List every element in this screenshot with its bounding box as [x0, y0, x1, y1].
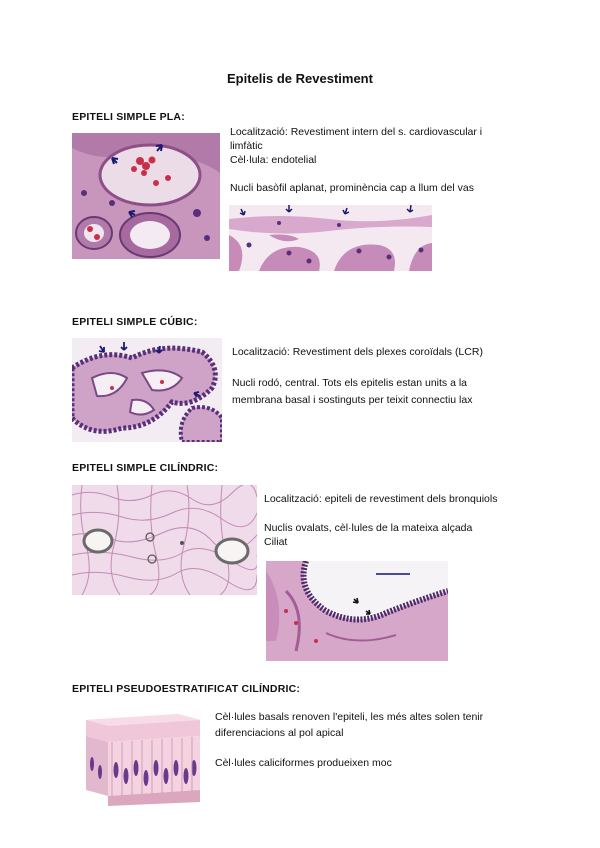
section-text-pseudostratified-columnar: [215, 710, 525, 770]
section-heading-simple-cuboidal: EPITELI SIMPLE CÚBIC:: [72, 316, 198, 328]
text-line: Localització: Revestiment intern del s. cardiovascular i: [230, 126, 483, 138]
section-text-simple-cuboidal: [232, 345, 532, 407]
text-line: Localització: Revestiment dels plexes coroïdals (LCR): [232, 346, 483, 358]
micrograph-simple-squamous-vessels: [72, 133, 220, 259]
micrograph-simple-columnar-lung: [72, 485, 257, 595]
text-line: membrana basal i sostinguts per teixit connectiu lax: [232, 394, 473, 406]
text-line: Cèl·lula: endotelial: [230, 154, 317, 166]
text-line: Localització: epiteli de revestiment dels bronquiols: [264, 493, 498, 505]
section-heading-pseudostratified-columnar: EPITELI PSEUDOESTRATIFICAT CILÍNDRIC:: [72, 683, 301, 695]
text-line: limfàtic: [230, 140, 263, 152]
micrograph-simple-cuboidal-choroid-plexus: [72, 338, 222, 442]
page-title: Epitelis de Revestiment: [227, 71, 373, 86]
text-line: Nucli basòfil aplanat, prominència cap a llum del vas: [230, 182, 474, 194]
text-line: Ciliat: [264, 536, 288, 548]
text-line: Nuclis ovalats, cèl·lules de la mateixa alçada: [264, 522, 473, 534]
section-heading-simple-squamous: EPITELI SIMPLE PLA:: [72, 111, 185, 123]
text-line: Nucli rodó, central. Tots els epitelis estan units a la: [232, 377, 468, 389]
section-text-simple-columnar: [264, 492, 564, 549]
text-line: diferenciacions al pol apical: [215, 727, 344, 739]
section-text-simple-squamous: [230, 125, 530, 195]
micrograph-simple-squamous-alveoli: [229, 205, 432, 271]
micrograph-simple-columnar-bronchiole: [266, 561, 448, 661]
section-heading-simple-columnar: EPITELI SIMPLE CILÍNDRIC:: [72, 462, 219, 474]
text-line: Cèl·lules basals renoven l'epiteli, les més altes solen tenir: [215, 711, 484, 723]
text-line: Cèl·lules caliciformes produeixen moc: [215, 757, 392, 769]
illustration-pseudostratified-epithelium: [82, 706, 204, 806]
